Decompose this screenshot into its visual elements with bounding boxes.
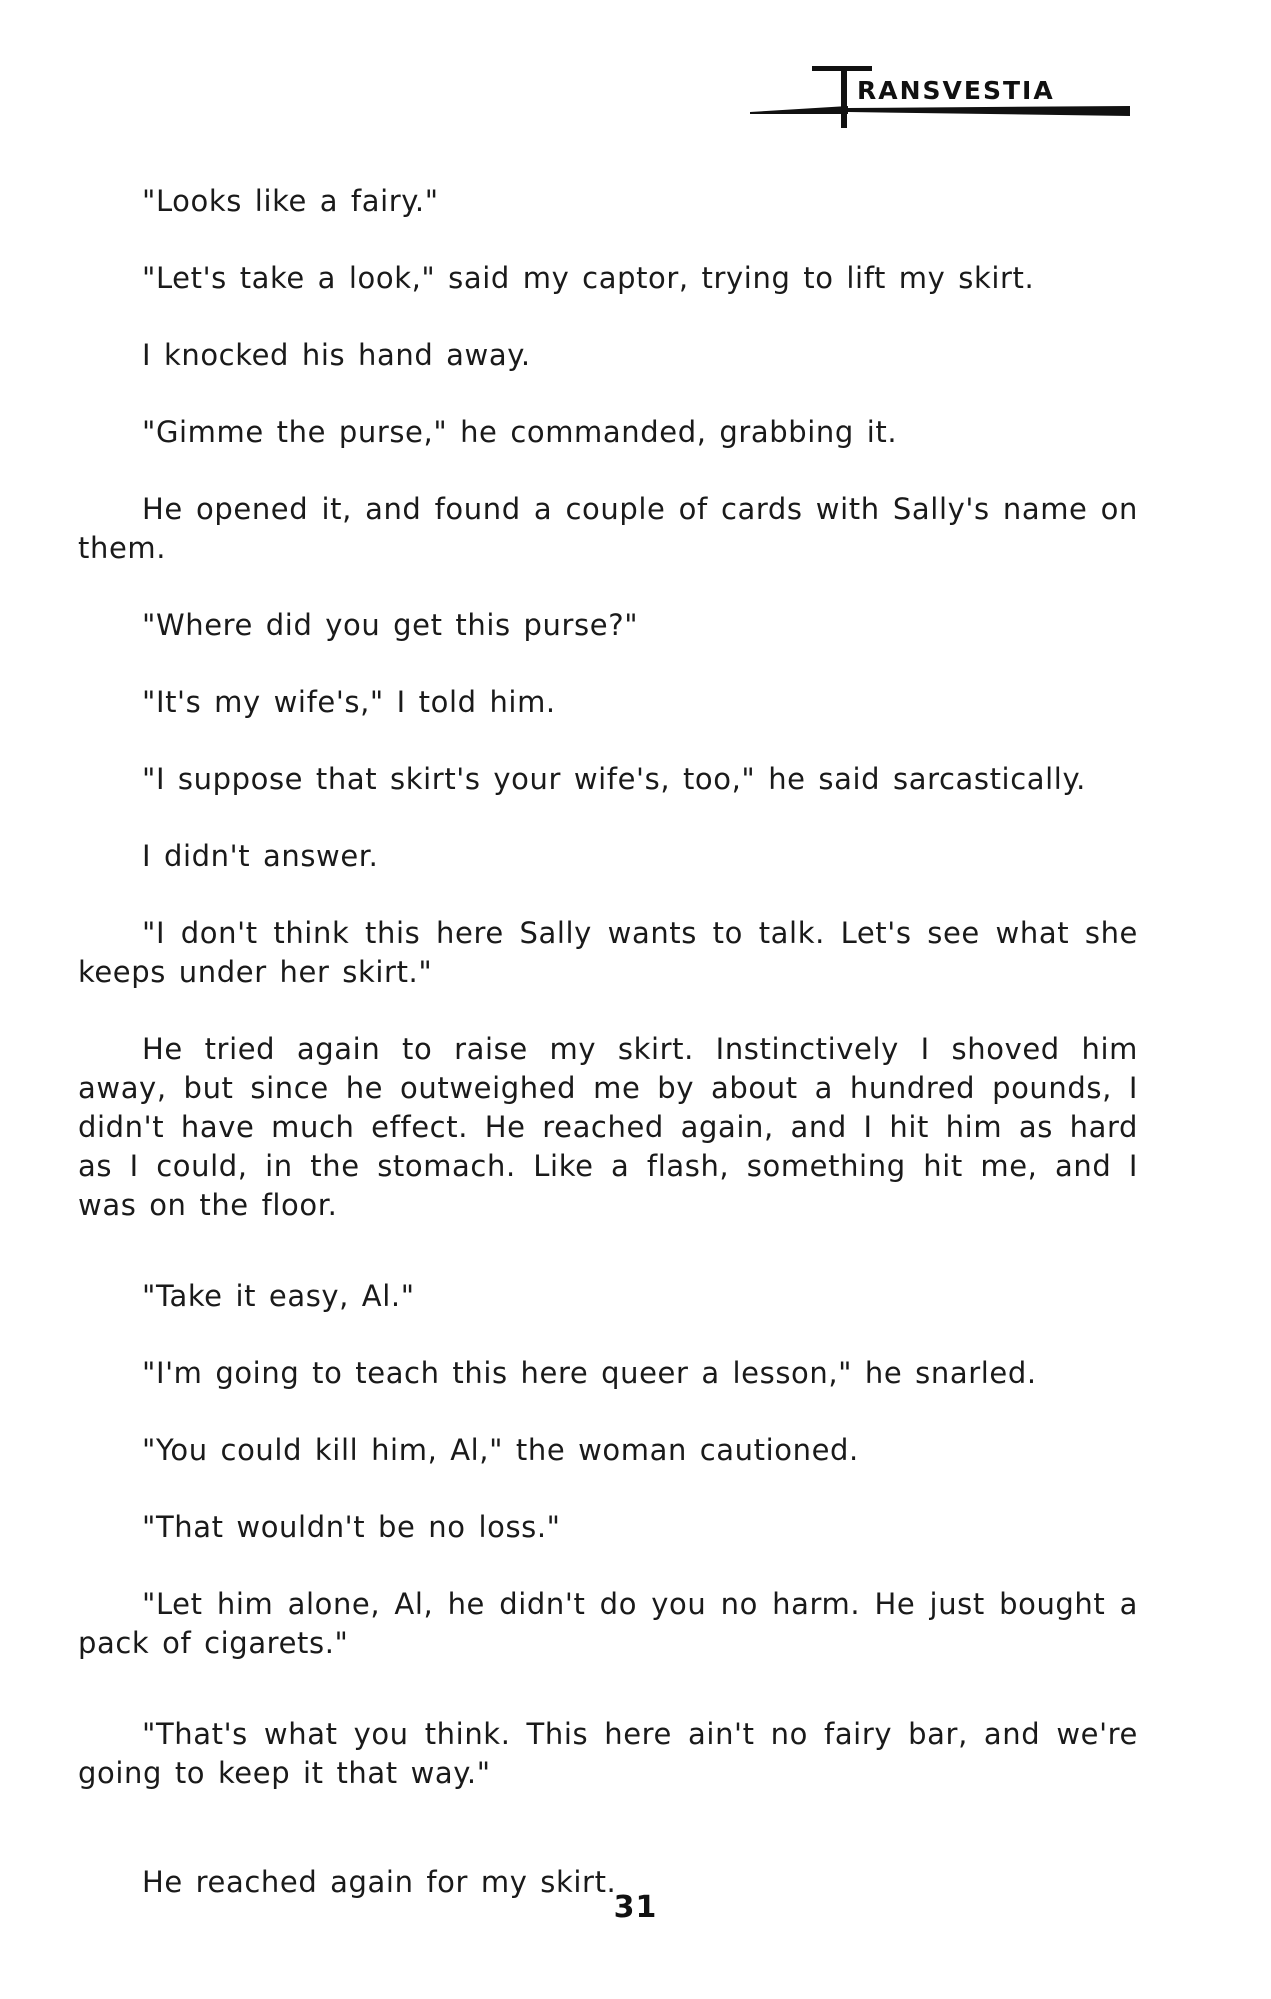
- paragraph: He reached again for my skirt.: [142, 1865, 617, 1899]
- paragraph: "That's what you think. This here ain't no fairy bar, and we're going to keep it that way.": [78, 1717, 1138, 1790]
- paragraph: He tried again to raise my skirt. Instinctively I shoved him away, but since he outweighed me by about a hundred pounds, I didn't have much effect. He reached again, and I hit him as hard as I could, in the stomach. Like a flash, something hit me, and I was on the floor.: [78, 1032, 1138, 1222]
- paragraph: "Let's take a look," said my captor, trying to lift my skirt.: [142, 261, 1035, 295]
- paragraph: "That wouldn't be no loss.": [142, 1510, 561, 1544]
- paragraph: "Gimme the purse," he commanded, grabbing it.: [142, 415, 898, 449]
- page-number: 31: [613, 1890, 658, 1925]
- paragraph: "Let him alone, Al, he didn't do you no harm. He just bought a pack of cigarets.": [78, 1587, 1138, 1660]
- masthead: [748, 52, 1130, 132]
- paragraph: "I don't think this here Sally wants to talk. Let's see what she keeps under her skirt.": [78, 916, 1138, 989]
- paragraph: I knocked his hand away.: [142, 338, 531, 372]
- body-text: [78, 182, 1138, 1940]
- paragraph: "I suppose that skirt's your wife's, too," he said sarcastically.: [142, 762, 1086, 796]
- paragraph: "I'm going to teach this here queer a lesson," he snarled.: [142, 1356, 1037, 1390]
- paragraph: "Take it easy, Al.": [142, 1279, 415, 1313]
- paragraph: I didn't answer.: [142, 839, 379, 873]
- paragraph: He opened it, and found a couple of cards with Sally's name on them.: [78, 492, 1138, 565]
- paragraph: "Where did you get this purse?": [142, 608, 639, 642]
- paragraph: "Looks like a fairy.": [142, 184, 439, 218]
- paragraph: "It's my wife's," I told him.: [142, 685, 556, 719]
- masthead-title: RANSVESTIA: [857, 76, 1055, 105]
- paragraph: "You could kill him, Al," the woman cautioned.: [142, 1433, 859, 1467]
